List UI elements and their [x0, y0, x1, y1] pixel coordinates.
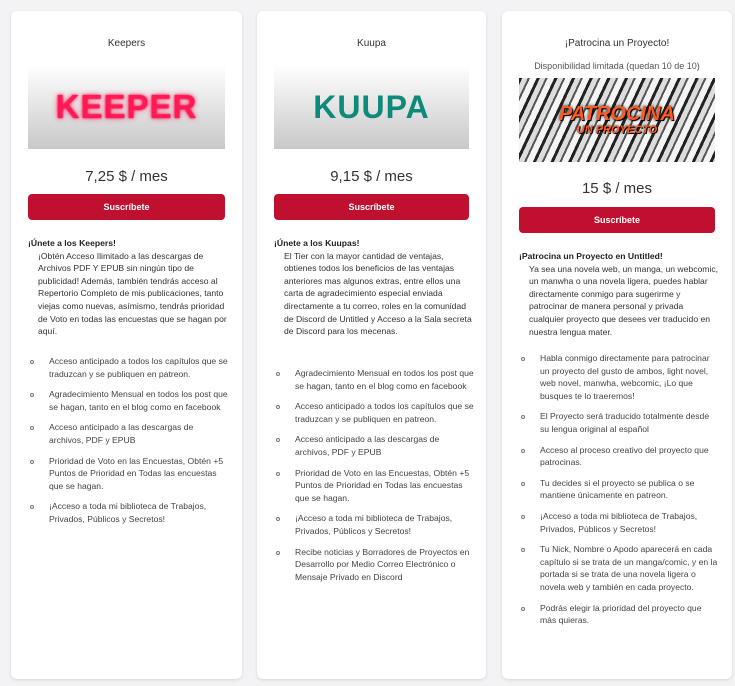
tier-description [28, 237, 230, 338]
tier-description-text: Ya sea una novela web, un manga, un webcomic, un manwha o una novela ligera, puedes hablar directamente conmigo para sugerirme y patrocinar de manera personal y privada cualquier proyecto que desees ver traducido en nuestra lengua mater. [529, 263, 719, 337]
tier-price: 9,15 $ / mes [330, 168, 413, 185]
bullet-icon [521, 548, 525, 552]
benefit-item: Acceso anticipado a las descargas de archivos, PDF y EPUB [28, 421, 230, 446]
subscribe-button[interactable]: Suscríbete [519, 207, 715, 233]
banner-logo-text: PATROCINA [559, 103, 675, 125]
bullet-icon [521, 357, 525, 361]
bullet-icon [30, 460, 34, 464]
bullet-icon [276, 405, 280, 409]
tier-card-kuupa [257, 11, 486, 679]
bullet-icon [276, 517, 280, 521]
subscribe-button[interactable]: Suscríbete [274, 194, 469, 220]
tier-description-text: El Tier con la mayor cantidad de ventajas, obtienes todos los beneficios de las ventajas anteriores mas algunos extras, entre ellos una carta de agradecimiento especial enviada directamente a tu correo, roles en la comunidad de Discord de Untitled y Acceso a la Sala secreta de Discord para los mecenas. [284, 250, 472, 337]
benefits-list [28, 355, 230, 534]
bullet-icon [521, 449, 525, 453]
benefit-item: Acceso anticipado a todos los capítulos que se traduzcan y se publiquen en patreon. [28, 355, 230, 380]
banner-logo-text: KEEPER [55, 88, 198, 125]
tier-card-patrocina [502, 11, 732, 679]
availability-note: Disponibilidad limitada (quedan 10 de 10) [534, 61, 700, 71]
benefit-item: El Proyecto será traducido totalmente desde su lengua original al español [519, 410, 720, 435]
tier-heading: ¡Únete a los Kuupas! [274, 238, 360, 248]
benefits-list [274, 367, 474, 591]
tier-description [519, 250, 720, 338]
benefit-item: ¡Acceso a toda mi biblioteca de Trabajos, Privados, Públicos y Secretos! [28, 500, 230, 525]
tier-price: 7,25 $ / mes [85, 168, 168, 185]
bullet-icon [30, 360, 34, 364]
benefit-item: Agradecimiento Mensual en todos los post que se hagan, tanto en el blog como en facebook [274, 367, 474, 392]
benefit-item: Prioridad de Voto en las Encuestas, Obtén +5 Puntos de Prioridad en Todas las encuestas que se hagan. [274, 467, 474, 505]
bullet-icon [521, 515, 525, 519]
benefit-item: Podrás elegir la prioridad del proyecto que más quieras. [519, 602, 720, 627]
tier-title: Kuupa [357, 38, 386, 49]
benefit-item: ¡Acceso a toda mi biblioteca de Trabajos, Privados, Públicos y Secretos! [274, 512, 474, 537]
tier-price: 15 $ / mes [581, 180, 653, 197]
bullet-icon [276, 551, 280, 555]
banner-logo-text: KUUPA [313, 88, 430, 125]
tier-description-text: ¡Obtén Acceso Ilimitado a las descargas de Archivos PDF Y EPUB sin ningún tipo de publicidad! Además, también tendrás acceso al Repertorio Completo de mis publicaciones, tanto viejas como nuevas, asímismo, tendrás prioridad de Voto en todas las encuestas que se hagan por aquí. [38, 250, 227, 337]
bullet-icon [30, 505, 34, 509]
tier-card-keepers [11, 11, 242, 679]
benefit-item: Acceso anticipado a todos los capítulos que se traduzcan y se publiquen en patreon. [274, 400, 474, 425]
benefit-item: Acceso anticipado a las descargas de archivos, PDF y EPUB [274, 433, 474, 458]
bullet-icon [521, 607, 525, 611]
bullet-icon [276, 472, 280, 476]
bullet-icon [30, 426, 34, 430]
bullet-icon [30, 393, 34, 397]
tier-description [274, 237, 474, 338]
tier-title: Keepers [107, 38, 146, 49]
bullet-icon [521, 482, 525, 486]
tier-heading: ¡Patrocina un Proyecto en Untitled! [519, 251, 663, 261]
benefit-item: Recibe noticias y Borradores de Proyectos en Desarrollo por Medio Correo Electrónico o Mensaje Privado en Discord [274, 546, 474, 584]
benefit-item: Tu Nick, Nombre o Apodo aparecerá en cada capítulo si se trata de un manga/comic, y en la portada si se trata de una novela ligera o novela web y también en cada proyecto. [519, 543, 720, 593]
benefit-item: Tu decides si el proyecto se publica o se mantiene únicamente en patreon. [519, 477, 720, 502]
banner-logo-subtext: UN PROYECTO [576, 124, 658, 136]
benefit-item: ¡Acceso a toda mi biblioteca de Trabajos, Privados, Públicos y Secretos! [519, 510, 720, 535]
tier-heading: ¡Únete a los Keepers! [28, 238, 116, 248]
bullet-icon [521, 415, 525, 419]
benefit-item: Habla conmigo directamente para patrocinar un proyecto del gusto de ambos, light novel, web novel, manwha, webcomic, ¡Lo que busques te lo traeremos! [519, 352, 720, 402]
tier-banner-image [274, 65, 469, 149]
bullet-icon [276, 438, 280, 442]
bullet-icon [276, 372, 280, 376]
tier-banner-image [519, 78, 715, 162]
benefit-item: Prioridad de Voto en las Encuestas, Obtén +5 Puntos de Prioridad en Todas las encuestas que se hagan. [28, 455, 230, 493]
subscribe-button[interactable]: Suscríbete [28, 194, 225, 220]
tier-title: ¡Patrocina un Proyecto! [564, 38, 670, 49]
benefit-item: Agradecimiento Mensual en todos los post que se hagan, tanto en el blog como en facebook [28, 388, 230, 413]
benefit-item: Acceso al proceso creativo del proyecto que patrocinas. [519, 444, 720, 469]
benefits-list [519, 352, 720, 635]
tier-banner-image [28, 65, 225, 149]
